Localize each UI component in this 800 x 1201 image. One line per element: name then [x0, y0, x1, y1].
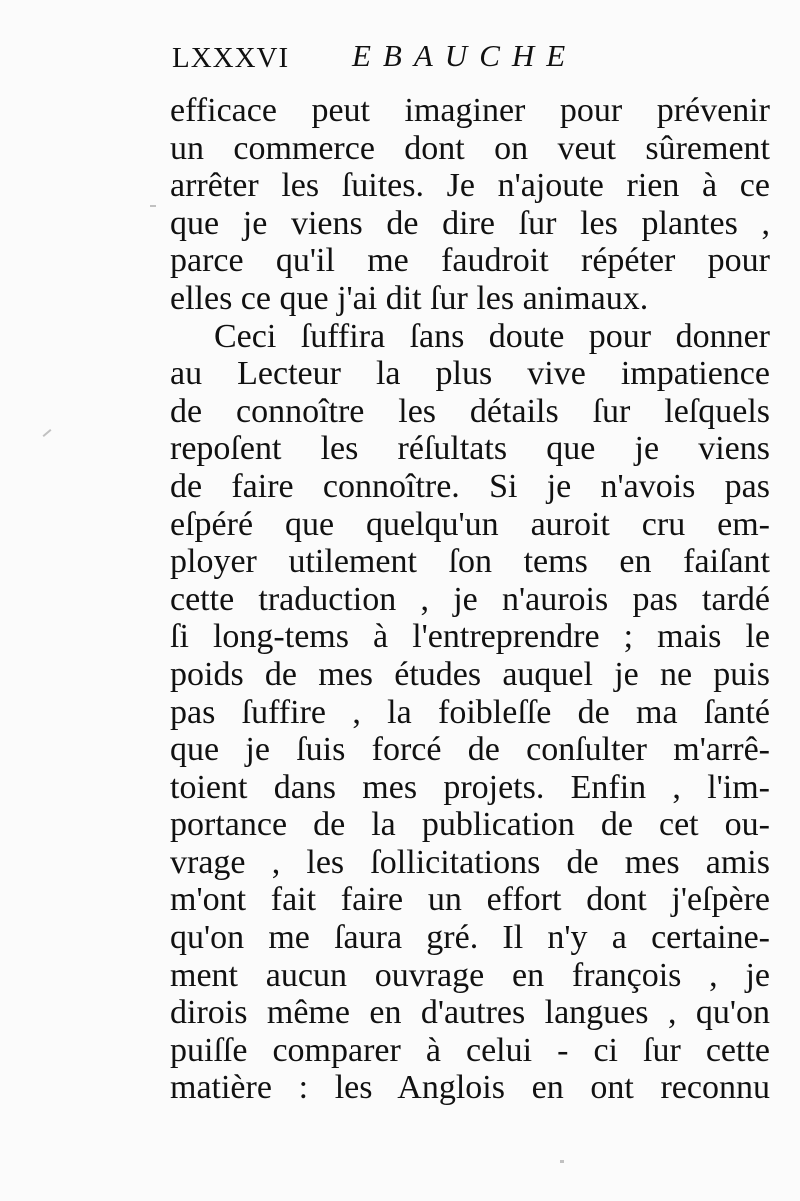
- page-number: LXXXVI: [172, 42, 290, 74]
- text-line: elles ce que j'ai dit ſur les animaux.: [170, 279, 649, 317]
- text-line: puiſſe comparer à celui - ci ſur cette: [170, 1031, 770, 1069]
- text-line: que je ſuis forcé de conſulter m'arrê-: [170, 731, 770, 769]
- text-line: repoſent les réſultats que je viens: [170, 430, 770, 468]
- text-line: poids de mes études auquel je ne puis: [170, 655, 770, 693]
- text-line: arrêter les ſuites. Je n'ajoute rien à ce: [170, 167, 770, 205]
- ink-speck: [150, 205, 156, 207]
- text-line: matière : les Anglois en ont reconnu: [170, 1069, 770, 1107]
- ink-speck: [560, 1160, 564, 1163]
- text-line: de faire connoître. Si je n'avois pas: [170, 467, 770, 505]
- text-line: un commerce dont on veut sûrement: [170, 129, 770, 167]
- text-line: portance de la publication de cet ou-: [170, 806, 770, 844]
- text-line: efficace peut imaginer pour prévenir: [170, 92, 770, 129]
- page-header: [172, 36, 632, 86]
- text-line: ment aucun ouvrage en françois , je: [170, 956, 770, 994]
- text-line: m'ont fait faire un effort dont j'eſpère: [170, 881, 770, 919]
- text-line: eſpéré que quelqu'un auroit cru em-: [170, 505, 770, 543]
- text-line: ſi long-tems à l'entreprendre ; mais le: [170, 618, 770, 656]
- text-line: que je viens de dire ſur les plantes ,: [170, 204, 770, 242]
- text-line: dirois même en d'autres langues , qu'on: [170, 994, 770, 1032]
- text-line: au Lecteur la plus vive impatience: [170, 355, 770, 393]
- text-line: cette traduction , je n'aurois pas tardé: [170, 580, 770, 618]
- text-line: de connoître les détails ſur leſquels: [170, 392, 770, 430]
- ink-speck: [43, 429, 52, 437]
- text-line: parce qu'il me faudroit répéter pour: [170, 242, 770, 280]
- text-line: ployer utilement ſon tems en faiſant: [170, 543, 770, 581]
- body-text: [170, 92, 770, 1107]
- running-head: EBAUCHE: [352, 38, 578, 73]
- text-line: vrage , les ſollicitations de mes amis: [170, 843, 770, 881]
- text-line-indented: Ceci ſuffira ſans doute pour donner: [214, 317, 770, 355]
- text-line: qu'on me ſaura gré. Il n'y a certaine-: [170, 919, 770, 957]
- text-line: pas ſuffire , la foibleſſe de ma ſanté: [170, 693, 770, 731]
- text-line: toient dans mes projets. Enfin , l'im-: [170, 768, 770, 806]
